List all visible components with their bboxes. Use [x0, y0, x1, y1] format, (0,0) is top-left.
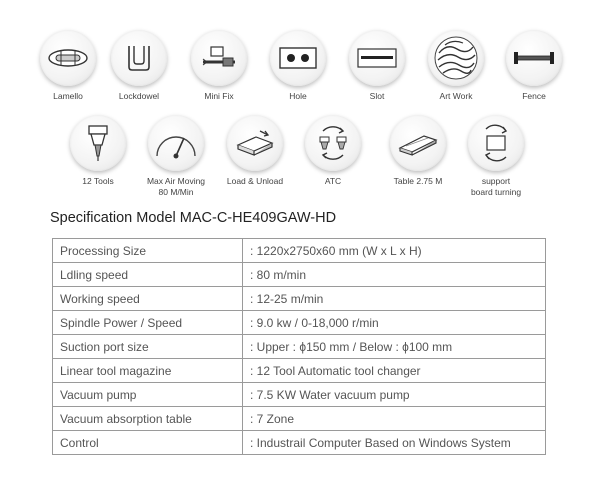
spec-key: Suction port size: [53, 335, 243, 359]
load-unload-icon: [227, 115, 283, 171]
feature-label: Art Work: [439, 91, 473, 101]
spec-table: [52, 238, 546, 455]
feature-label: Table 2.75 M: [393, 176, 443, 186]
feature-label: Mini Fix: [204, 91, 234, 101]
gauge-icon: [148, 115, 204, 171]
feature-load-unload: [215, 115, 295, 187]
feature-slot: [337, 30, 417, 102]
feature-atc: [293, 115, 373, 187]
feature-label: Load & Unload: [226, 176, 284, 186]
feature-art-work: [416, 30, 496, 102]
spec-key: Control: [53, 431, 243, 455]
table-row: [53, 335, 546, 359]
atc-icon: [305, 115, 361, 171]
table-row: [53, 287, 546, 311]
table-row: [53, 383, 546, 407]
lockdowel-icon: [111, 30, 167, 86]
mini-fix-icon: [191, 30, 247, 86]
feature-hole: [258, 30, 338, 102]
table-row: [53, 263, 546, 287]
spec-value: : 12 Tool Automatic tool changer: [243, 359, 546, 383]
feature-label: Hole: [289, 91, 307, 101]
feature-label-line2: board turning: [470, 187, 522, 197]
spec-title: Specification Model MAC-C-HE409GAW-HD: [50, 210, 337, 226]
feature-label: Lockdowel: [118, 91, 160, 101]
feature-label: ATC: [324, 176, 342, 186]
feature-lamello: [28, 30, 108, 102]
spec-value: : 9.0 kw / 0-18,000 r/min: [243, 311, 546, 335]
spec-value: : 7 Zone: [243, 407, 546, 431]
feature-max-air-moving: [136, 115, 216, 198]
feature-label-line1: Max Air Moving: [146, 176, 206, 186]
feature-12-tools: [58, 115, 138, 187]
art-work-icon: [428, 30, 484, 86]
spec-value: : 1220x2750x60 mm (W x L x H): [243, 239, 546, 263]
table-icon: [390, 115, 446, 171]
spec-key: Spindle Power / Speed: [53, 311, 243, 335]
feature-label: Lamello: [53, 91, 83, 101]
table-row: [53, 239, 546, 263]
feature-lockdowel: [99, 30, 179, 102]
spec-value: : 12-25 m/min: [243, 287, 546, 311]
board-turning-icon: [468, 115, 524, 171]
feature-mini-fix: [179, 30, 259, 102]
spec-key: Vacuum pump: [53, 383, 243, 407]
fence-icon: [506, 30, 562, 86]
feature-label-line1: support: [481, 176, 511, 186]
feature-label-line2: 80 M/Min: [158, 187, 194, 197]
feature-label: Fence: [522, 91, 546, 101]
table-row: [53, 431, 546, 455]
spec-value: : 7.5 KW Water vacuum pump: [243, 383, 546, 407]
feature-label: [136, 176, 216, 198]
spec-value: : 80 m/min: [243, 263, 546, 287]
spec-value: : Upper : ϕ150 mm / Below : ϕ100 mm: [243, 335, 546, 359]
table-row: [53, 311, 546, 335]
feature-board-turning: [456, 115, 536, 198]
feature-label: [456, 176, 536, 198]
spec-key: Working speed: [53, 287, 243, 311]
feature-table: [378, 115, 458, 187]
feature-label: Slot: [369, 91, 385, 101]
table-row: [53, 407, 546, 431]
feature-fence: [494, 30, 574, 102]
tools-icon: [70, 115, 126, 171]
hole-icon: [270, 30, 326, 86]
spec-key: Processing Size: [53, 239, 243, 263]
lamello-icon: [40, 30, 96, 86]
slot-icon: [349, 30, 405, 86]
spec-key: Ldling speed: [53, 263, 243, 287]
spec-key: Vacuum absorption table: [53, 407, 243, 431]
table-row: [53, 359, 546, 383]
feature-label: 12 Tools: [82, 176, 114, 186]
spec-value: : Industrail Computer Based on Windows System: [243, 431, 546, 455]
spec-key: Linear tool magazine: [53, 359, 243, 383]
